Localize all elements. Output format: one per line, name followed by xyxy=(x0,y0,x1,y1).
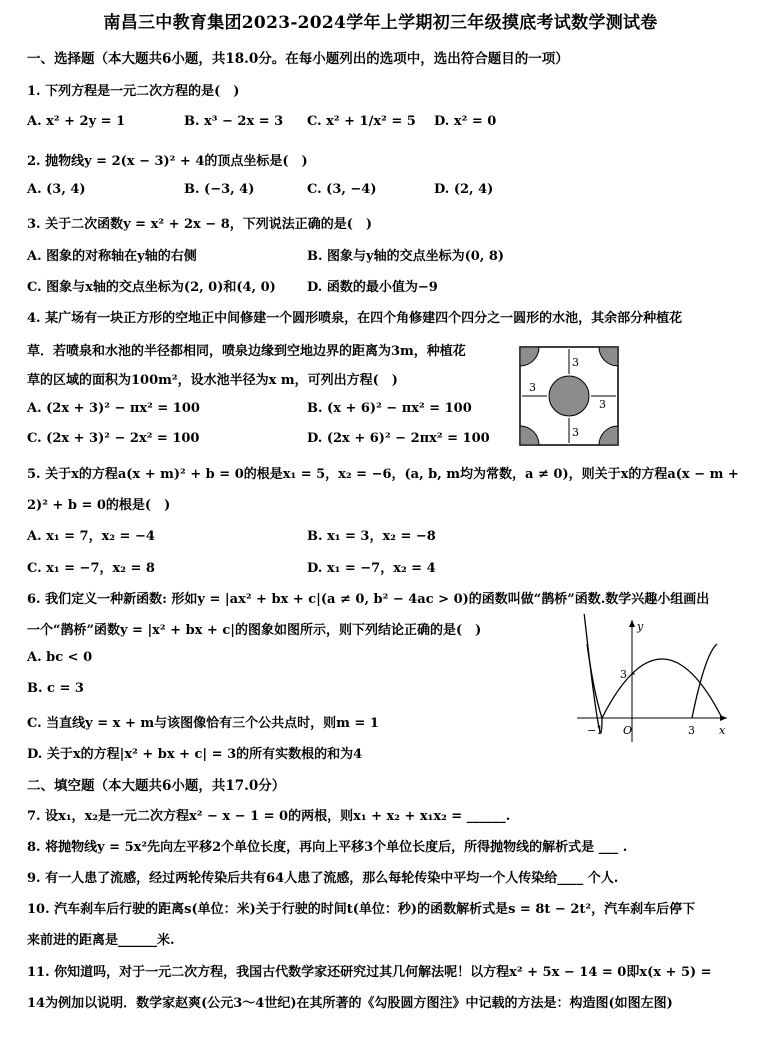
q3-option-c: C. 图象与x轴的交点坐标为(2, 0)和(4, 0) xyxy=(27,280,276,295)
q11-stem-line1: 11. 你知道吗，对于一元二次方程，我国古代数学家还研究过其几何解法呢！以方程x² + 5x − 14 = 0即x(x + 5) = xyxy=(27,965,712,980)
abs-parabola-right xyxy=(692,644,717,718)
q5-option-b: B. x₁ = 3，x₂ = −8 xyxy=(307,529,436,544)
q4-option-a: A. (2x + 3)² − πx² = 100 xyxy=(27,401,200,416)
q6-option-a: A. bc < 0 xyxy=(27,650,93,665)
q6-option-b: B. c = 3 xyxy=(27,681,84,696)
q4-stem-line3: 草的区域的面积为100m²，设水池半径为x m，可列出方程( ) xyxy=(27,373,398,388)
y-tick-label-3: 3 xyxy=(620,668,627,681)
q1-option-d: D. x² = 0 xyxy=(434,114,497,129)
q5-stem-line1: 5. 关于x的方程a(x + m)² + b = 0的根是x₁ = 5，x₂ = −6，(a, b, m均为常数，a ≠ 0)，则关于x的方程a(x − m + xyxy=(27,467,739,482)
y-axis-label: y xyxy=(637,620,644,633)
origin-label: O xyxy=(623,724,633,737)
x-axis-label: x xyxy=(719,724,726,737)
q5-option-d: D. x₁ = −7，x₂ = 4 xyxy=(307,561,436,576)
q1-option-b: B. x³ − 2x = 3 xyxy=(184,114,284,129)
q3-option-d: D. 函数的最小值为−9 xyxy=(307,280,438,295)
label-left-3: 3 xyxy=(529,381,536,394)
q3-option-b: B. 图象与y轴的交点坐标为(0, 8) xyxy=(307,249,505,264)
abs-parabola-left xyxy=(587,644,602,718)
q4-option-c: C. (2x + 3)² − 2x² = 100 xyxy=(27,431,200,446)
q3-stem: 3. 关于二次函数y = x² + 2x − 8，下列说法正确的是( ) xyxy=(27,217,373,232)
q10-stem-line2: 来前进的距离是______米. xyxy=(27,933,175,948)
x-tick-label-3: 3 xyxy=(688,724,695,737)
q6-stem-line1: 6. 我们定义一种新函数: 形如y = |ax² + bx + c|(a ≠ 0, b² − 4ac > 0)的函数叫做“鹊桥”函数.数学兴趣小组画出 xyxy=(27,592,710,607)
q6-option-c: C. 当直线y = x + m与该图像恰有三个公共点时，则m = 1 xyxy=(27,716,379,731)
q2-stem: 2. 抛物线y = 2(x − 3)² + 4的顶点坐标是( ) xyxy=(27,154,308,169)
q6-stem-line2: 一个“鹊桥”函数y = |x² + bx + c|的图象如图所示，则下列结论正确的是( ) xyxy=(27,623,482,638)
abs-parabola-curve xyxy=(584,614,602,732)
q4-option-d: D. (2x + 6)² − 2πx² = 100 xyxy=(307,431,490,446)
q5-option-c: C. x₁ = −7，x₂ = 8 xyxy=(27,561,155,576)
q1-option-a: A. x² + 2y = 1 xyxy=(27,114,126,129)
exam-title: 南昌三中教育集团2023-2024学年上学期初三年级摸底考试数学测试卷 xyxy=(103,13,658,33)
section-choice-heading: 一、选择题（本大题共6小题，共18.0分。在每小题列出的选项中，选出符合题目的一项） xyxy=(27,51,569,67)
y-axis-arrow xyxy=(629,620,635,627)
q3-option-a: A. 图象的对称轴在y轴的右侧 xyxy=(27,249,197,264)
q2-option-a: A. (3, 4) xyxy=(27,182,86,197)
q5-stem-line2: 2)² + b = 0的根是( ) xyxy=(27,498,171,513)
label-right-3: 3 xyxy=(599,398,606,411)
x-tick-label-neg1: −1 xyxy=(587,724,604,737)
q4-stem-line1: 4. 某广场有一块正方形的空地正中间修建一个圆形喷泉，在四个角修建四个四分之一圆形的水池，其余部分种植花 xyxy=(27,311,683,326)
label-bottom-3: 3 xyxy=(572,426,579,439)
q6-option-d: D. 关于x的方程|x² + bx + c| = 3的所有实数根的和为4 xyxy=(27,747,363,762)
q9-stem: 9. 有一人患了流感，经过两轮传染后共有64人患了流感，那么每轮传染中平均一个人传染给____ 个人. xyxy=(27,871,619,886)
q10-stem-line1: 10. 汽车刹车后行驶的距离s(单位：米)关于行驶的时间t(单位：秒)的函数解析式是s = 8t − 2t²，汽车刹车后停下 xyxy=(27,902,696,917)
q1-stem: 1. 下列方程是一元二次方程的是( ) xyxy=(27,84,240,99)
q4-option-b: B. (x + 6)² − πx² = 100 xyxy=(307,401,472,416)
q4-stem-line2: 草．若喷泉和水池的半径都相同，喷泉边缘到空地边界的距离为3m，种植花 xyxy=(27,344,466,359)
fountain-circle xyxy=(549,376,589,416)
q2-option-d: D. (2, 4) xyxy=(434,182,494,197)
label-top-3: 3 xyxy=(572,356,579,369)
section-fill-heading: 二、填空题（本大题共6小题，共17.0分） xyxy=(27,778,286,794)
q11-stem-line2: 14为例加以说明．数学家赵爽(公元3～4世纪)在其所著的《勾股圆方图注》中记载的方法是：构造图(如图左图) xyxy=(27,996,673,1011)
q2-option-b: B. (−3, 4) xyxy=(184,182,255,197)
q2-option-c: C. (3, −4) xyxy=(307,182,377,197)
q8-stem: 8. 将抛物线y = 5x²先向左平移2个单位长度，再向上平移3个单位长度后，所得抛物线的解析式是 ___ . xyxy=(27,840,628,855)
q7-stem: 7. 设x₁，x₂是一元二次方程x² − x − 1 = 0的两根，则x₁ + x₂ + x₁x₂ = ______. xyxy=(27,809,511,824)
q5-option-a: A. x₁ = 7，x₂ = −4 xyxy=(27,529,155,544)
q1-option-c: C. x² + 1/x² = 5 xyxy=(307,114,416,129)
q6-function-graph xyxy=(567,614,737,746)
q4-square-figure xyxy=(519,346,619,446)
